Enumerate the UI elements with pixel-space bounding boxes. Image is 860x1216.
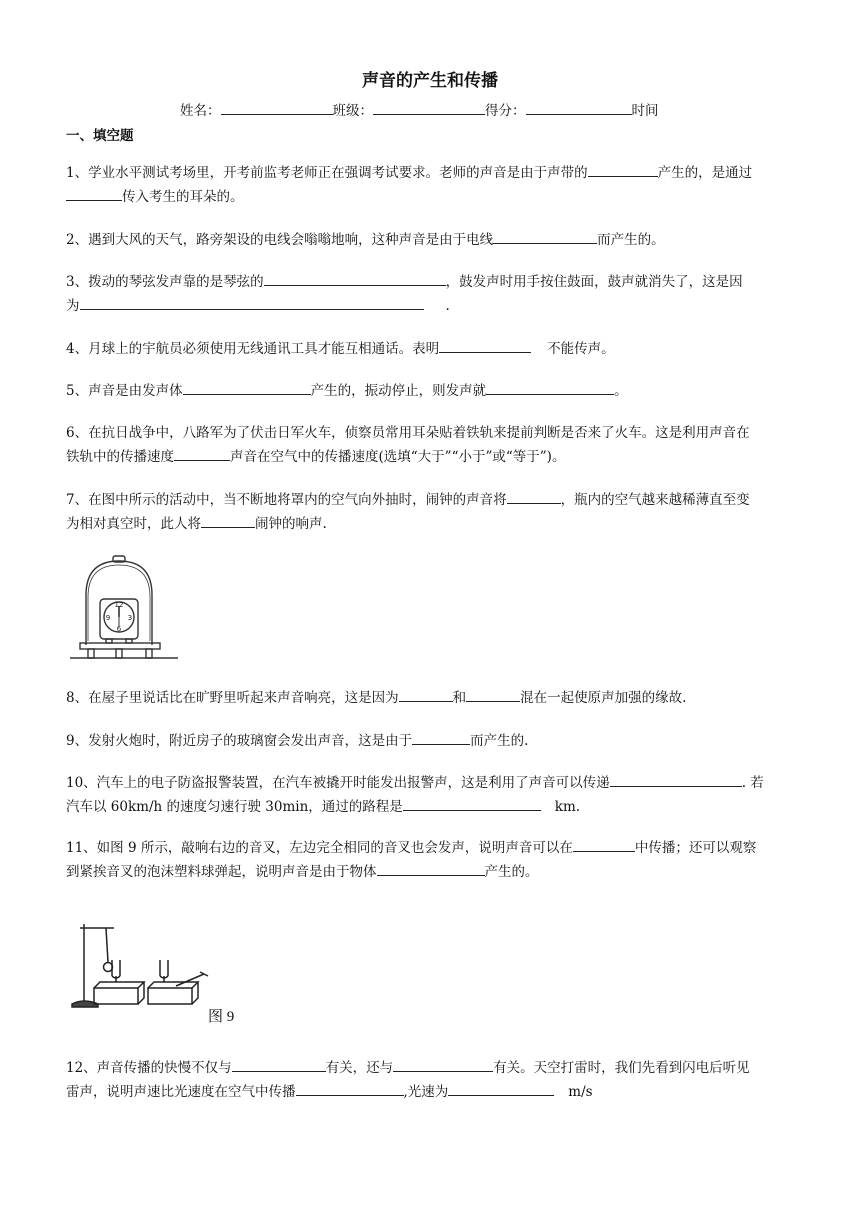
tuning-fork-figure [64, 916, 210, 1014]
q9-blank-1 [412, 730, 470, 745]
q12-text-e: ,光速为 [403, 1084, 449, 1100]
q11-text-c: 到紧挨音叉的泡沫塑料球弹起，说明声音是由于物体 [66, 864, 377, 880]
q9-text-a: 9、发射火炮时，附近房子的玻璃窗会发出声音，这是由于 [66, 733, 413, 749]
question-1 [66, 161, 796, 209]
q7-text-b: ，瓶内的空气越来越稀薄直至变 [560, 492, 750, 508]
q3-text-a: 3、拨动的琴弦发声靠的是琴弦的 [66, 274, 264, 290]
q6-blank-1 [174, 446, 230, 461]
q7-text-c: 为相对真空时，此人将 [66, 516, 201, 532]
q10-text-d: km. [554, 799, 581, 815]
question-8 [66, 686, 796, 710]
name-blank [221, 100, 333, 115]
q12-text-a: 12、声音传播的快慢不仅与 [66, 1060, 232, 1076]
q4-text-a: 4、月球上的宇航员必须使用无线通讯工具才能互相通话。表明 [66, 341, 440, 357]
q6-text-b: 铁轨中的传播速度 [66, 449, 174, 465]
question-12 [66, 1056, 796, 1104]
q1-text-c: 传入考生的耳朵的。 [122, 189, 244, 205]
section-heading: 一、填空题 [66, 128, 134, 144]
name-label: 姓名： [180, 103, 221, 119]
q11-blank-1 [573, 837, 635, 852]
q1-text-a: 1、学业水平测试考场里，开考前监考老师正在强调考试要求。老师的声音是由于声带的 [66, 165, 588, 181]
question-11 [66, 836, 796, 884]
q5-text-c: 。 [614, 383, 628, 399]
score-blank [526, 100, 632, 115]
striking-hammer [176, 972, 208, 986]
figure-9-label: 图 9 [208, 1009, 235, 1025]
q11-text-b: 中传播；还可以观察 [634, 840, 757, 856]
q3-blank-2 [80, 295, 424, 310]
q12-text-f: m/s [568, 1084, 593, 1100]
page-title: 声音的产生和传播 [362, 71, 498, 91]
q8-text-a: 8、在屋子里说话比在旷野里听起来声音响亮，这是因为 [66, 690, 399, 706]
q6-text-c: 声音在空气中的传播速度(选填“大于”“小于”或“等于”)。 [230, 449, 566, 465]
score-label: 得分： [485, 103, 526, 119]
q12-blank-2 [393, 1057, 493, 1072]
q8-blank-1 [399, 687, 453, 702]
question-10 [66, 771, 796, 819]
q3-text-b: ，鼓发声时用手按住鼓面，鼓声就消失了，这是因 [445, 274, 743, 290]
time-label: 时间 [631, 103, 659, 119]
q10-text-b: . 若 [741, 775, 764, 791]
q10-text-a: 10、汽车上的电子防盗报警装置，在汽车被撬开时能发出报警声，这是利用了声音可以传递 [66, 775, 610, 791]
q5-text-a: 5、声音是由发声体 [66, 383, 183, 399]
q6-text-a: 6、在抗日战争中，八路军为了伏击日军火车，侦察员常用耳朵贴着铁轨来提前判断是否来了火车。这是利用声音在 [66, 425, 750, 441]
q4-blank-1 [439, 338, 531, 353]
q3-text-d: . [445, 298, 450, 314]
q5-text-b: 产生的，振动停止，则发声就 [310, 383, 487, 399]
right-resonance-box [148, 988, 192, 1004]
q10-blank-2 [403, 796, 541, 811]
q1-blank-2 [66, 186, 122, 201]
question-5 [66, 379, 796, 403]
q12-text-c: 有关。天空打雷时，我们先看到闪电后听见 [493, 1060, 750, 1076]
q12-blank-4 [448, 1081, 554, 1096]
q12-blank-1 [232, 1057, 326, 1072]
question-9 [66, 729, 796, 753]
q12-blank-3 [296, 1081, 404, 1096]
q4-text-b: 不能传声。 [547, 341, 615, 357]
clock-number-6: 6 [116, 625, 122, 633]
right-tuning-fork [160, 960, 168, 982]
question-6 [66, 421, 796, 469]
q2-blank-1 [493, 229, 597, 244]
class-blank [373, 100, 485, 115]
q11-text-d: 产生的。 [484, 864, 539, 880]
q11-blank-2 [377, 861, 485, 876]
q1-text-b: 产生的，是通过 [657, 165, 753, 181]
q11-text-a: 11、如图 9 所示，敲响右边的音叉，左边完全相同的音叉也会发声，说明声音可以在 [66, 840, 573, 856]
clock-number-9: 9 [105, 614, 111, 622]
q12-text-b: 有关，还与 [325, 1060, 394, 1076]
question-7 [66, 488, 796, 536]
q2-text-a: 2、遇到大风的天气，路旁架设的电线会嗡嗡地响，这种声音是由于电线 [66, 232, 494, 248]
q2-text-b: 而产生的。 [597, 232, 665, 248]
q8-text-c: 混在一起使原声加强的缘故. [520, 690, 687, 706]
bell-jar-clock-figure [66, 555, 182, 663]
pendulum-string [106, 928, 108, 962]
foam-ball [104, 963, 113, 972]
class-label: 班级： [332, 103, 373, 119]
question-2 [66, 228, 796, 252]
q10-blank-1 [610, 772, 742, 787]
q8-blank-2 [466, 687, 520, 702]
left-resonance-box [94, 988, 138, 1004]
q7-blank-1 [507, 489, 561, 504]
clock-number-12: 12 [114, 601, 124, 609]
q3-blank-1 [264, 271, 446, 286]
question-3 [66, 270, 796, 318]
q5-blank-2 [486, 380, 614, 395]
q9-text-b: 而产生的. [470, 733, 529, 749]
q7-blank-2 [201, 513, 255, 528]
q10-text-c: 汽车以 60km/h 的速度匀速行驶 30min，通过的路程是 [66, 799, 403, 815]
q1-blank-1 [588, 162, 658, 177]
q5-blank-1 [183, 380, 311, 395]
left-tuning-fork [112, 960, 120, 982]
q7-text-d: 闹钟的响声. [255, 516, 327, 532]
student-info-line [180, 99, 659, 119]
q8-text-b: 和 [452, 690, 467, 706]
question-4 [66, 337, 796, 361]
q3-text-c: 为 [66, 298, 80, 314]
clock-number-3: 3 [127, 614, 133, 622]
q12-text-d: 雷声，说明声速比光速度在空气中传播 [66, 1084, 296, 1100]
jar-base-plate [80, 643, 160, 649]
q7-text-a: 7、在图中所示的活动中，当不断地将罩内的空气向外抽时，闹钟的声音将 [66, 492, 507, 508]
